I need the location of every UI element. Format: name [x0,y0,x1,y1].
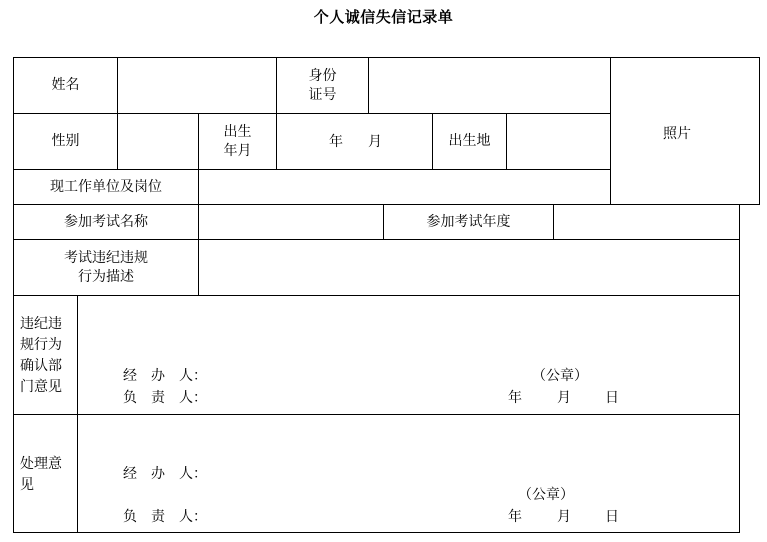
exam-year-label: 参加考试年度 [426,213,511,230]
id-number-label-cell [276,57,369,114]
handling-label: 处理意见 [20,456,62,493]
form-title: 个人诚信失信记录单 [313,8,454,26]
birth-month-unit: 月 [368,134,382,150]
handling-date-year: 年 [508,509,522,525]
confirm-dept-opinion-field[interactable] [77,295,740,415]
handling-label-cell [13,414,78,533]
photo-box[interactable] [610,57,760,205]
exam-year-field[interactable] [553,204,740,240]
birthplace-label-cell [432,113,507,170]
confirm-dept-label: 违纪违规行为确认部门意见 [20,316,62,395]
birthplace-field[interactable] [506,113,611,170]
exam-year-label-cell [383,204,554,240]
violation-description-label-line2: 行为描述 [78,268,134,285]
name-label-cell [13,57,118,114]
handling-date-month: 月 [557,509,571,525]
confirm-responsible-label: 负 责 人： [123,390,207,406]
birth-date-label-cell [198,113,277,170]
birthplace-label: 出生地 [448,133,491,149]
confirm-seal-label: （公章） [532,368,588,384]
handling-handler-label: 经 办 人： [123,466,207,482]
birth-date-field[interactable] [276,113,433,170]
name-label: 姓名 [51,77,80,93]
handling-responsible-label: 负 责 人： [123,509,207,525]
birth-date-label-line2: 年月 [223,142,252,159]
gender-field[interactable] [117,113,199,170]
confirm-date-month: 月 [557,390,571,406]
birth-year-unit: 年 [329,134,343,150]
handling-seal-label: （公章） [518,487,574,503]
handling-opinion-field[interactable] [77,414,740,533]
violation-description-field[interactable] [198,239,740,296]
work-unit-field[interactable] [198,169,611,205]
photo-label: 照片 [663,126,691,142]
handling-date-day: 日 [605,509,619,525]
exam-name-label-cell [13,204,199,240]
confirm-date-day: 日 [605,390,619,406]
violation-description-label-cell [13,239,199,296]
gender-label: 性别 [51,133,80,149]
violation-description-label-line1: 考试违纪违规 [64,249,148,266]
confirm-date-year: 年 [508,390,522,406]
name-field[interactable] [117,57,277,114]
exam-name-field[interactable] [198,204,384,240]
gender-label-cell [13,113,118,170]
work-unit-label-cell [13,169,199,205]
id-number-label-line2: 证号 [308,86,337,103]
exam-name-label: 参加考试名称 [64,213,148,230]
id-number-label-line1: 身份 [308,67,337,84]
confirm-handler-label: 经 办 人： [123,368,207,384]
birth-date-label-line1: 出生 [223,123,252,140]
confirm-dept-label-cell [13,295,78,415]
id-number-field[interactable] [368,57,611,114]
work-unit-label: 现工作单位及岗位 [50,178,162,195]
